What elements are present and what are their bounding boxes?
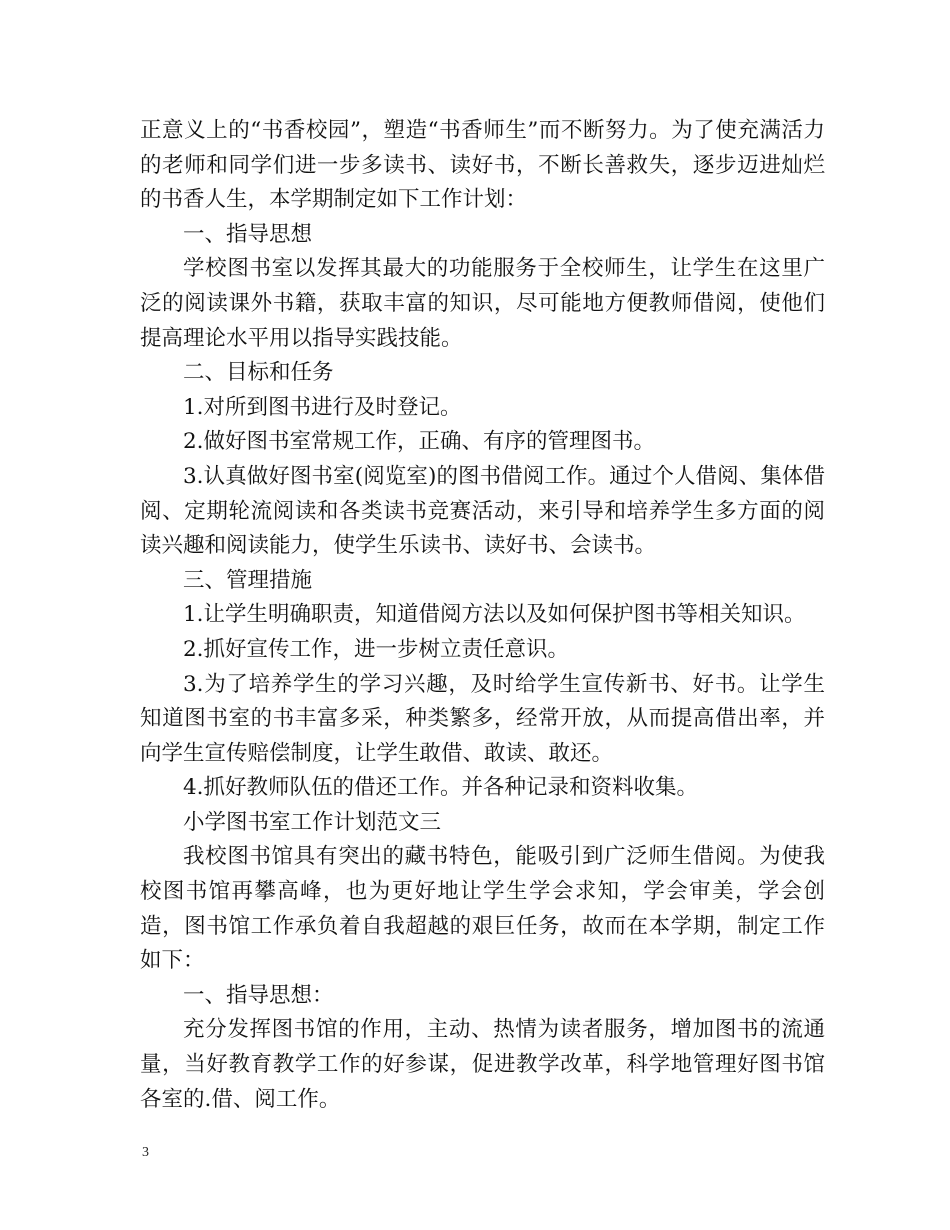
list-item: 4.抓好教师队伍的借还工作。并各种记录和资料收集。 — [183, 775, 699, 801]
paragraph: 学校图书室以发挥其最大的功能服务于全校师生，让学生在这里广泛的阅读课外书籍，获取丰富的知识，尽可能地方便教师借阅，使他们提高理论水平用以指导实践技能。 — [140, 256, 825, 351]
section-heading: 三、管理措施 — [183, 567, 313, 593]
section-heading: 二、目标和任务 — [183, 360, 334, 386]
document-title: 小学图书室工作计划范文三 — [183, 809, 442, 835]
document-body — [140, 114, 825, 1117]
list-item: 3.认真做好图书室(阅览室)的图书借阅工作。通过个人借阅、集体借阅、定期轮流阅读和各类读书竞赛活动，来引导和培养学生多方面的阅读兴趣和阅读能力，使学生乐读书、读好书、会读书。 — [140, 463, 825, 559]
paragraph: 我校图书馆具有突出的藏书特色，能吸引到广泛师生借阅。为使我校图书馆再攀高峰，也为更好地让学生学会求知，学会审美，学会创造，图书馆工作承负着自我超越的艰巨任务，故而在本学期，制定工作如下： — [140, 844, 825, 974]
list-item: 1.对所到图书进行及时登记。 — [183, 394, 462, 420]
list-item: 2.做好图书室常规工作，正确、有序的管理图书。 — [183, 429, 656, 455]
paragraph: 充分发挥图书馆的作用，主动、热情为读者服务，增加图书的流通量，当好教育教学工作的好参谋，促进教学改革，科学地管理好图书馆各室的.借、阅工作。 — [140, 1017, 825, 1112]
section-heading: 一、指导思想 — [183, 221, 313, 247]
section-heading: 一、指导思想： — [183, 982, 334, 1008]
paragraph: 正意义上的“书香校园”，塑造“书香师生”而不断努力。为了使充满活力的老师和同学们进一步多读书、读好书，不断长善救失，逐步迈进灿烂的书香人生，本学期制定如下工作计划： — [140, 118, 825, 213]
page-number: 3 — [142, 1145, 149, 1160]
list-item: 1.让学生明确职责，知道借阅方法以及如何保护图书等相关知识。 — [183, 602, 806, 628]
list-item: 3.为了培养学生的学习兴趣，及时给学生宣传新书、好书。让学生知道图书室的书丰富多采，种类繁多，经常开放，从而提高借出率，并向学生宣传赔偿制度，让学生敢借、敢读、敢还。 — [140, 671, 825, 766]
list-item: 2.抓好宣传工作，进一步树立责任意识。 — [183, 636, 570, 662]
